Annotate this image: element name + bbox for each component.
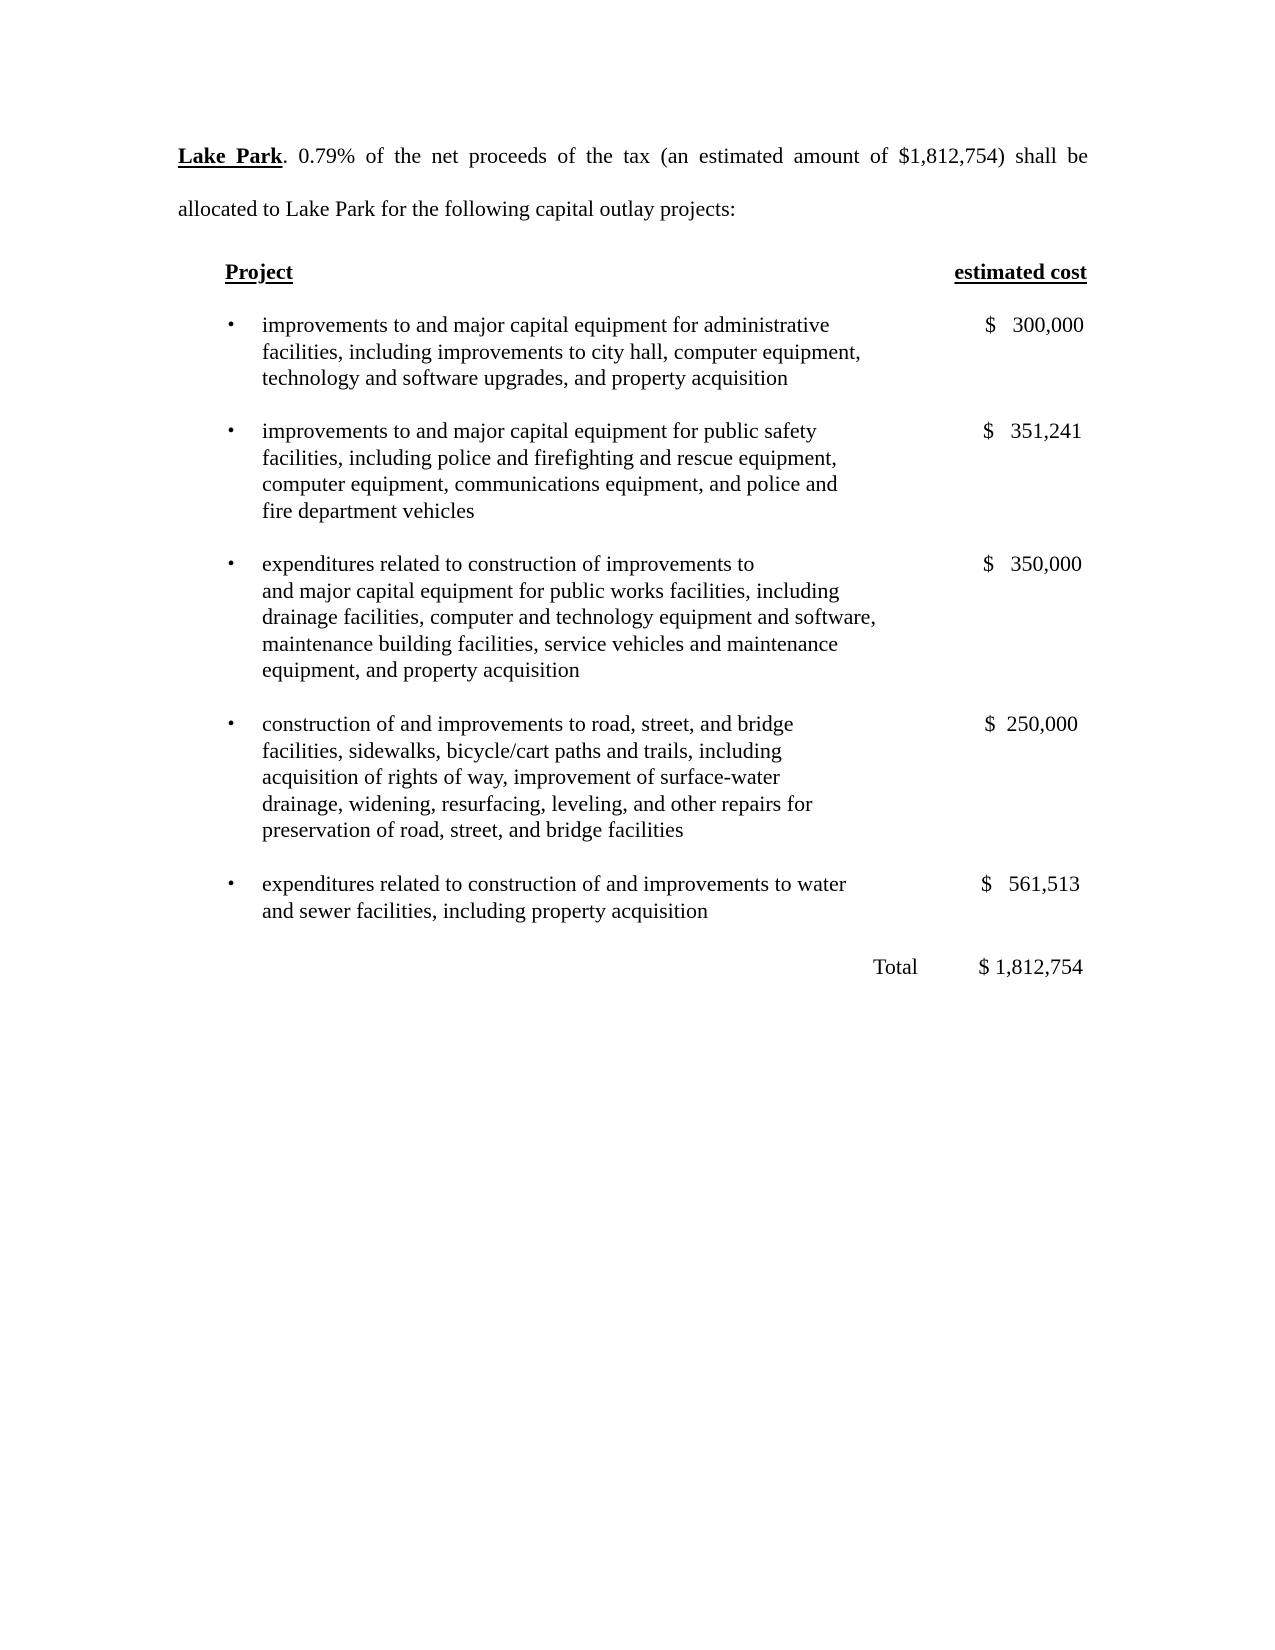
project-cost: $ 351,241: [983, 418, 1082, 443]
description-line: computer equipment, communications equipment, and police and: [262, 471, 838, 496]
description-line: technology and software upgrades, and property acquisition: [262, 365, 789, 390]
description-line: construction of and improvements to road, street, and bridge: [262, 711, 794, 736]
intro-line-1: [178, 129, 1088, 182]
description-line: improvements to and major capital equipment for administrative: [262, 312, 830, 337]
project-description: [262, 418, 902, 524]
intro-paragraph: [178, 129, 1088, 235]
project-cost: $ 350,000: [983, 551, 1082, 576]
description-line: expenditures related to construction of and improvements to water: [262, 871, 847, 896]
project-description: [262, 312, 902, 392]
description-line: acquisition of rights of way, improvement of surface-water: [262, 764, 780, 789]
description-line: facilities, including police and firefighting and rescue equipment,: [262, 444, 837, 470]
description-line: drainage facilities, computer and technology equipment and software,: [262, 604, 876, 629]
project-description: [262, 711, 902, 844]
description-line: facilities, sidewalks, bicycle/cart paths and trails, including: [262, 737, 782, 763]
description-line: preservation of road, street, and bridge facilities: [262, 817, 684, 842]
project-description: [262, 551, 902, 684]
description-line: maintenance building facilities, service vehicles and maintenance: [262, 630, 839, 656]
bullet-icon: •: [227, 314, 235, 336]
project-cost: $ 250,000: [984, 711, 1078, 736]
project-cost: $ 561,513: [981, 871, 1080, 896]
bullet-icon: •: [227, 553, 235, 575]
bullet-icon: •: [227, 873, 235, 895]
project-description: [262, 871, 902, 924]
description-line: drainage, widening, resurfacing, leveling, and other repairs for: [262, 790, 813, 816]
section-heading: Lake Park: [178, 143, 283, 168]
description-line: equipment, and property acquisition: [262, 657, 580, 682]
total-value: $ 1,812,754: [978, 954, 1083, 979]
total-label: Total: [873, 954, 918, 979]
intro-line-2: allocated to Lake Park for the following capital outlay projects:: [178, 196, 736, 221]
intro-text: . 0.79% of the net proceeds of the tax (an estimated amount of $1,812,754) shall be: [282, 143, 1088, 168]
project-cost: $ 300,000: [985, 312, 1084, 337]
column-header-project: Project: [225, 259, 293, 284]
bullet-icon: •: [227, 420, 235, 442]
description-line: fire department vehicles: [262, 497, 475, 523]
bullet-icon: •: [227, 713, 235, 735]
description-line: and major capital equipment for public works facilities, including: [262, 577, 840, 603]
description-line: and sewer facilities, including property acquisition: [262, 897, 708, 923]
description-line: facilities, including improvements to city hall, computer equipment,: [262, 338, 861, 364]
description-line: expenditures related to construction of improvements to: [262, 551, 755, 576]
column-header-estimated-cost: estimated cost: [954, 259, 1087, 284]
description-line: improvements to and major capital equipment for public safety: [262, 418, 817, 443]
